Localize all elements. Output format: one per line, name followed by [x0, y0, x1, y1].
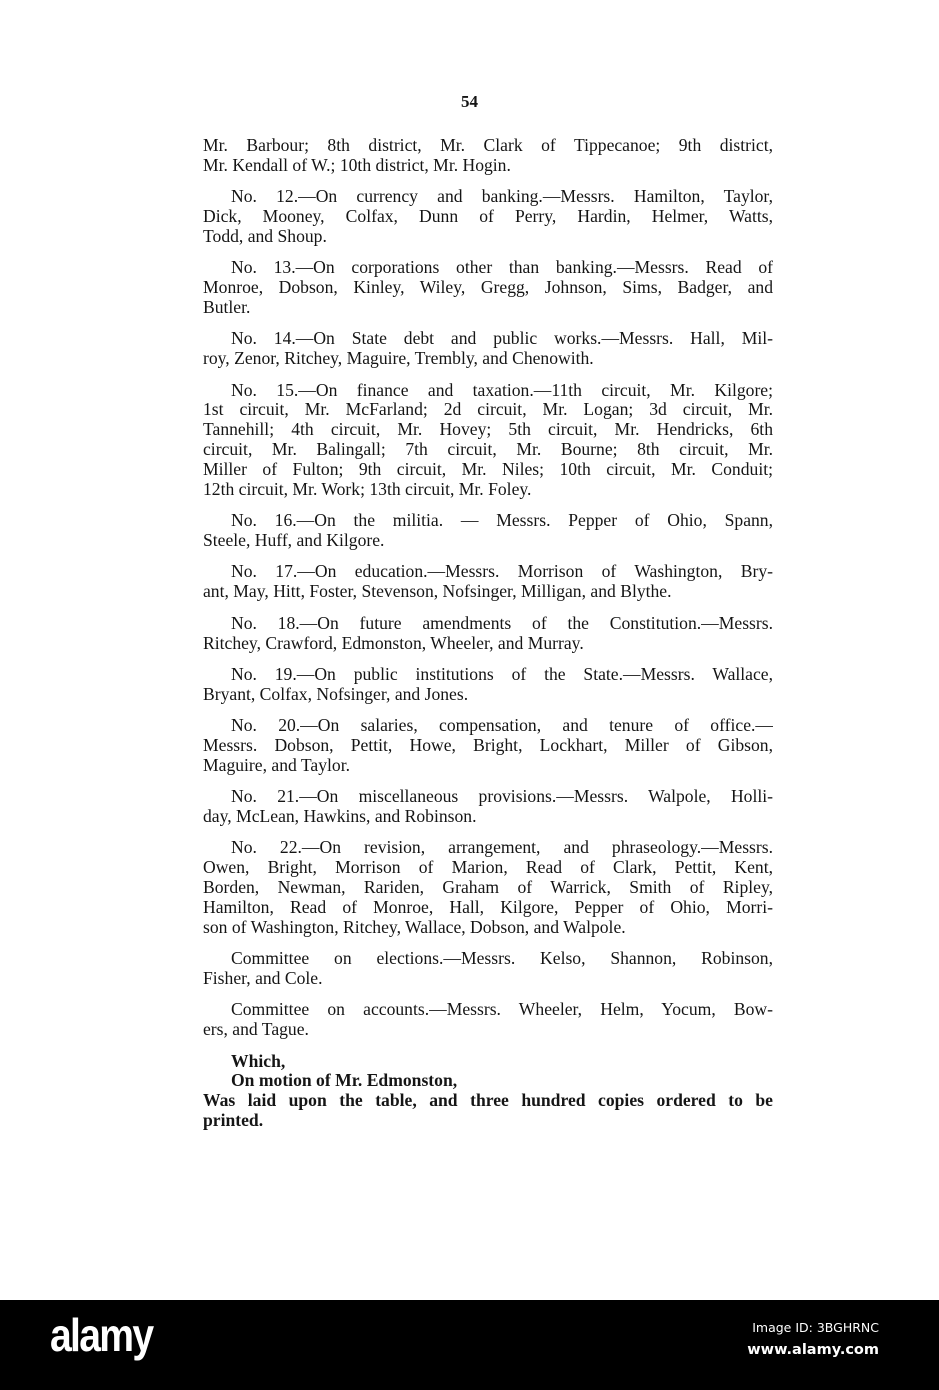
text-line: ant, May, Hitt, Foster, Stevenson, Nofsinger, Milligan, and Blythe. — [203, 581, 672, 602]
paragraph — [203, 258, 773, 318]
text-line: Todd, and Shoup. — [203, 225, 327, 246]
text-line: No. 14.—On State debt and public works.—Messrs. Hall, Mil- — [231, 329, 773, 349]
text-line: 1st circuit, Mr. McFarland; 2d circuit, Mr. Logan; 3d circuit, Mr. — [203, 400, 773, 420]
paragraph — [203, 665, 773, 705]
site-url: www.alamy.com — [747, 1342, 879, 1358]
text-line: No. 21.—On miscellaneous provisions.—Messrs. Walpole, Holli- — [231, 787, 773, 807]
text-line: No. 16.—On the militia. — Messrs. Pepper of Ohio, Spann, — [231, 511, 773, 531]
text-line: day, McLean, Hawkins, and Robinson. — [203, 806, 477, 826]
text-line: On motion of Mr. Edmonston, — [231, 1070, 458, 1091]
text-line: Monroe, Dobson, Kinley, Wiley, Gregg, Johnson, Sims, Badger, and — [203, 278, 773, 298]
image-id: Image ID: 3BGHRNC — [752, 1320, 879, 1335]
paragraph — [203, 329, 773, 369]
text-line: Committee on accounts.—Messrs. Wheeler, Helm, Yocum, Bow- — [231, 1000, 773, 1020]
text-line: Which, — [231, 1050, 286, 1071]
text-line: Tannehill; 4th circuit, Mr. Hovey; 5th circuit, Mr. Hendricks, 6th — [203, 420, 773, 440]
paragraph — [203, 511, 773, 551]
text-line: Messrs. Dobson, Pettit, Howe, Bright, Lockhart, Miller of Gibson, — [203, 735, 773, 755]
text-line: ers, and Tague. — [203, 1019, 309, 1040]
text-line: No. 13.—On corporations other than banking.—Messrs. Read of — [231, 258, 773, 278]
text-line: Borden, Newman, Rariden, Graham of Warrick, Smith of Ripley, — [203, 878, 773, 898]
paragraph — [203, 562, 773, 602]
text-line: Fisher, and Cole. — [203, 968, 323, 989]
text-line: No. 17.—On education.—Messrs. Morrison of Washington, Bry- — [231, 562, 773, 582]
watermark-bar — [0, 1300, 939, 1390]
paragraph — [203, 381, 773, 500]
paragraph — [203, 136, 773, 176]
text-line: No. 22.—On revision, arrangement, and phraseology.—Messrs. — [231, 838, 773, 858]
text-line: Owen, Bright, Morrison of Marion, Read of Clark, Pettit, Kent, — [203, 858, 773, 878]
text-line: No. 18.—On future amendments of the Constitution.—Messrs. — [231, 613, 773, 633]
text-line: Was laid upon the table, and three hundred copies ordered to be — [203, 1091, 773, 1111]
text-line: Steele, Huff, and Kilgore. — [203, 530, 385, 551]
paragraph — [203, 838, 773, 937]
text-line: Bryant, Colfax, Nofsinger, and Jones. — [203, 683, 469, 704]
text-line: son of Washington, Ritchey, Wallace, Dobson, and Walpole. — [203, 916, 626, 937]
text-line: Hamilton, Read of Monroe, Hall, Kilgore, Pepper of Ohio, Morri- — [203, 897, 773, 917]
paragraph — [203, 1000, 773, 1040]
paragraph — [203, 949, 773, 989]
document-body — [203, 136, 773, 1143]
text-line: Butler. — [203, 297, 251, 318]
page-number: 54 — [461, 92, 478, 111]
text-line: circuit, Mr. Balingall; 7th circuit, Mr. Bourne; 8th circuit, Mr. — [203, 440, 773, 460]
text-line: No. 12.—On currency and banking.—Messrs. Hamilton, Taylor, — [231, 187, 773, 207]
paragraph — [203, 716, 773, 776]
text-line: roy, Zenor, Ritchey, Maguire, Trembly, and Chenowith. — [203, 348, 594, 369]
text-line: Mr. Barbour; 8th district, Mr. Clark of Tippecanoe; 9th district, — [203, 136, 773, 155]
text-line: No. 15.—On finance and taxation.—11th circuit, Mr. Kilgore; — [231, 380, 773, 400]
closing-paragraph — [203, 1052, 773, 1132]
text-line: Maguire, and Taylor. — [203, 754, 350, 775]
paragraph — [203, 787, 773, 827]
text-line: printed. — [203, 1110, 264, 1131]
text-line: No. 19.—On public institutions of the State.—Messrs. Wallace, — [231, 664, 773, 684]
paragraph — [203, 187, 773, 247]
text-line: 12th circuit, Mr. Work; 13th circuit, Mr. Foley. — [203, 478, 532, 499]
text-line: Dick, Mooney, Colfax, Dunn of Perry, Hardin, Helmer, Watts, — [203, 207, 773, 227]
paragraph — [203, 614, 773, 654]
text-line: Committee on elections.—Messrs. Kelso, Shannon, Robinson, — [231, 949, 773, 969]
text-line: Ritchey, Crawford, Edmonston, Wheeler, and Murray. — [203, 632, 584, 653]
alamy-logo: alamy — [50, 1309, 153, 1361]
text-line: Miller of Fulton; 9th circuit, Mr. Niles; 10th circuit, Mr. Conduit; — [203, 460, 773, 480]
text-line: No. 20.—On salaries, compensation, and tenure of office.— — [231, 716, 773, 736]
text-line: Mr. Kendall of W.; 10th district, Mr. Hogin. — [203, 154, 511, 175]
